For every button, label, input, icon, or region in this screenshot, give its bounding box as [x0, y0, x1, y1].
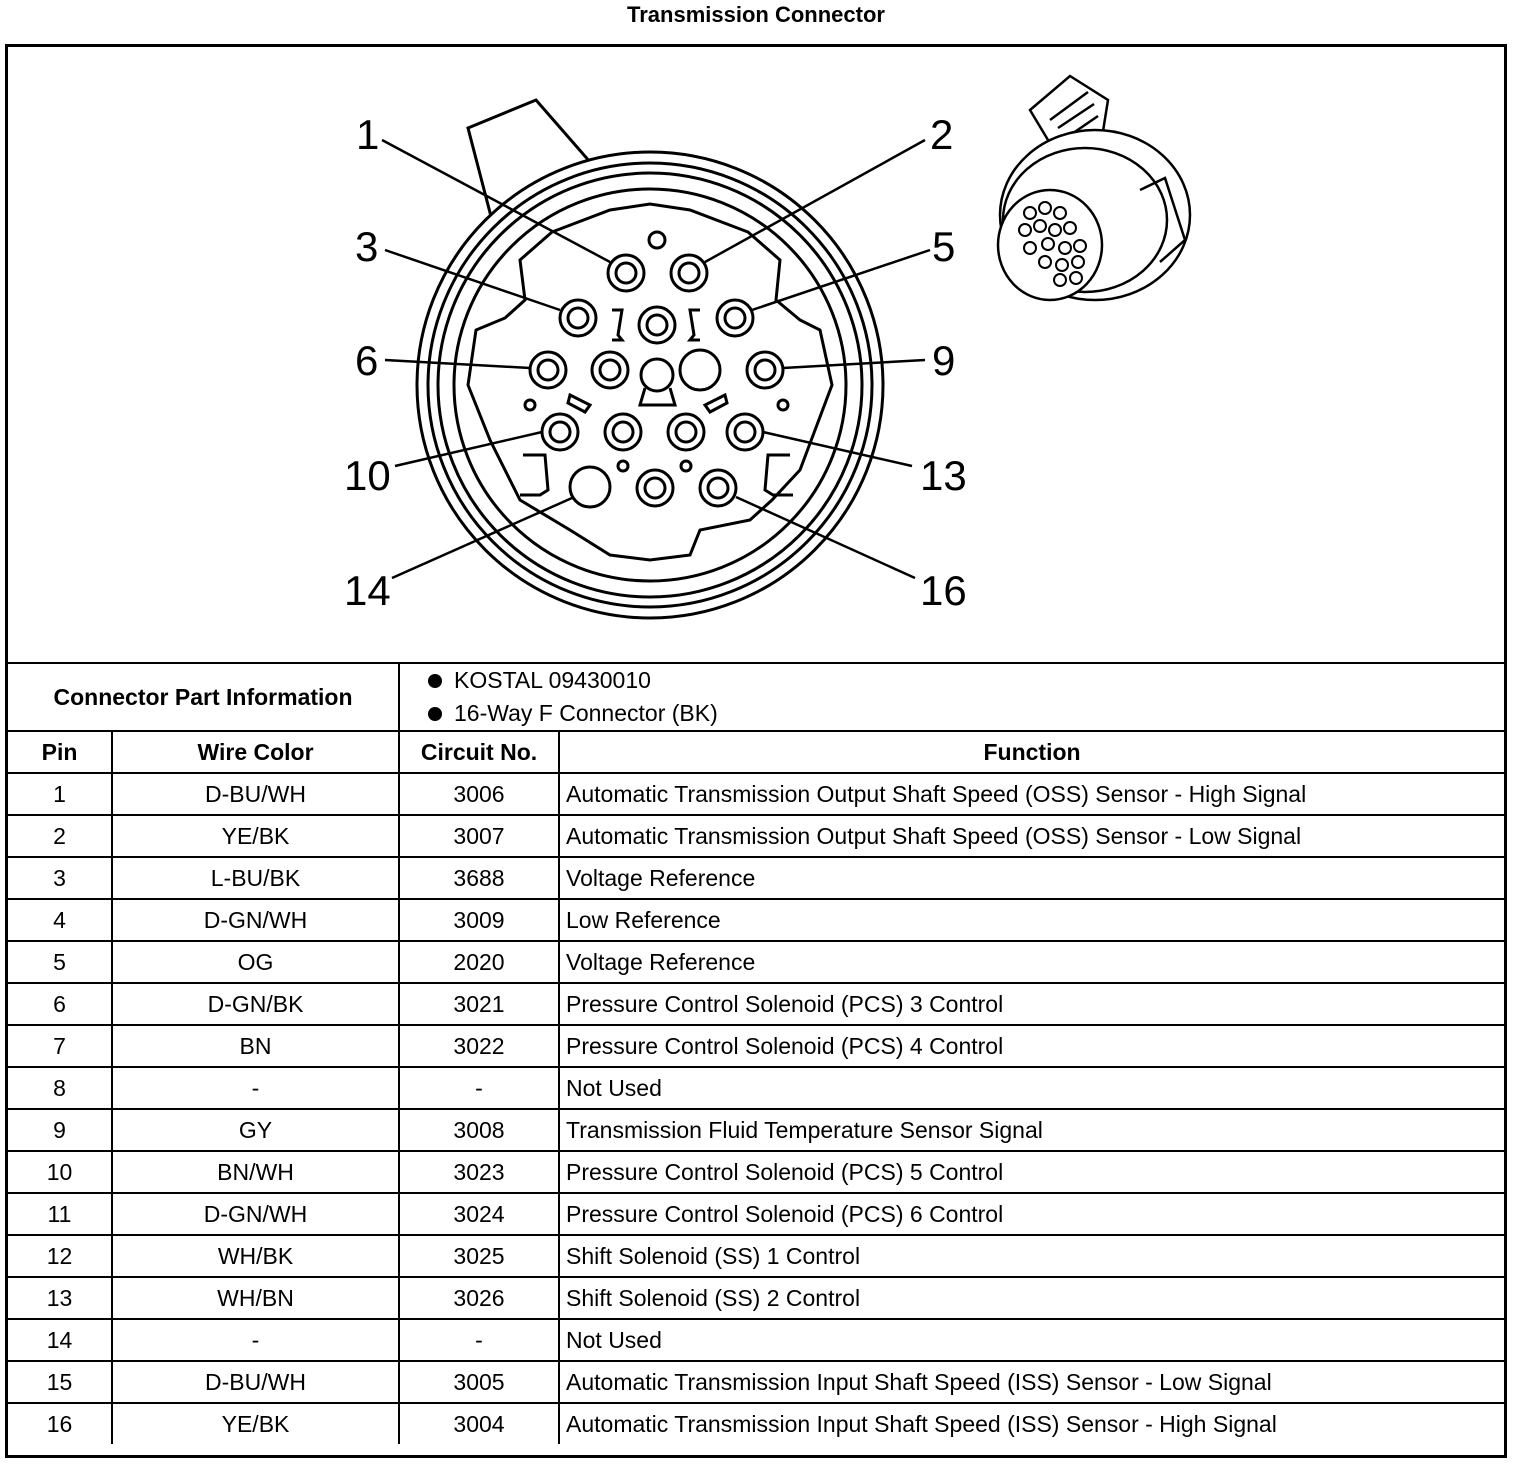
pin-13 [727, 414, 763, 450]
cell-circuit: 3021 [399, 983, 559, 1025]
callout-16: 16 [920, 567, 967, 614]
cell-circuit: 3005 [399, 1361, 559, 1403]
cell-function: Pressure Control Solenoid (PCS) 5 Control [559, 1151, 1504, 1193]
connector-face-svg [8, 47, 1504, 662]
cell-circuit: 3025 [399, 1235, 559, 1277]
pin-10 [542, 414, 578, 450]
cell-circuit: 3024 [399, 1193, 559, 1235]
pin-9 [747, 352, 783, 388]
table-row [8, 857, 1504, 899]
connector-diagram [8, 47, 1504, 662]
table-row [8, 1277, 1504, 1319]
cell-wire-color: WH/BK [112, 1235, 399, 1277]
cell-wire-color: D-GN/WH [112, 1193, 399, 1235]
pin-15 [637, 470, 673, 506]
cell-pin: 13 [8, 1277, 112, 1319]
cell-function: Not Used [559, 1067, 1504, 1109]
cell-circuit: 3004 [399, 1403, 559, 1444]
cell-pin: 14 [8, 1319, 112, 1361]
cell-function: Automatic Transmission Output Shaft Speed (OSS) Sensor - High Signal [559, 773, 1504, 815]
callout-13: 13 [920, 452, 967, 499]
cell-pin: 15 [8, 1361, 112, 1403]
cell-wire-color: D-BU/WH [112, 773, 399, 815]
cell-circuit: 3006 [399, 773, 559, 815]
cell-pin: 1 [8, 773, 112, 815]
cell-circuit: 3008 [399, 1109, 559, 1151]
cell-pin: 5 [8, 941, 112, 983]
cell-function: Pressure Control Solenoid (PCS) 6 Control [559, 1193, 1504, 1235]
cell-function: Automatic Transmission Output Shaft Speed (OSS) Sensor - Low Signal [559, 815, 1504, 857]
cell-circuit: 2020 [399, 941, 559, 983]
pin-4 [639, 307, 675, 343]
cell-pin: 3 [8, 857, 112, 899]
pin-1 [608, 255, 644, 291]
callout-9: 9 [932, 337, 956, 384]
cell-function: Shift Solenoid (SS) 2 Control [559, 1277, 1504, 1319]
cell-circuit: - [399, 1319, 559, 1361]
table-row [8, 983, 1504, 1025]
cell-function: Transmission Fluid Temperature Sensor Signal [559, 1109, 1504, 1151]
pin-5 [717, 300, 753, 336]
cell-function: Pressure Control Solenoid (PCS) 4 Control [559, 1025, 1504, 1067]
callout-14: 14 [344, 567, 391, 614]
pin-6 [530, 352, 566, 388]
cell-circuit: 3009 [399, 899, 559, 941]
cell-wire-color: OG [112, 941, 399, 983]
cell-pin: 6 [8, 983, 112, 1025]
cell-wire-color: WH/BN [112, 1277, 399, 1319]
pin-2 [671, 255, 707, 291]
cell-circuit: 3688 [399, 857, 559, 899]
cell-pin: 11 [8, 1193, 112, 1235]
pin-12 [668, 414, 704, 450]
cell-function: Shift Solenoid (SS) 1 Control [559, 1235, 1504, 1277]
callout-1: 1 [356, 111, 380, 158]
table-row [8, 1235, 1504, 1277]
header-circuit: Circuit No. [399, 731, 559, 773]
callout-6: 6 [355, 337, 379, 384]
table-row [8, 1109, 1504, 1151]
cell-wire-color: YE/BK [112, 815, 399, 857]
table-row [8, 773, 1504, 815]
pinout-table [8, 662, 1504, 1444]
table-row [8, 815, 1504, 857]
table-row [8, 1319, 1504, 1361]
cell-function: Automatic Transmission Input Shaft Speed (ISS) Sensor - High Signal [559, 1403, 1504, 1444]
header-pin: Pin [8, 731, 112, 773]
cell-wire-color: - [112, 1067, 399, 1109]
callout-2: 2 [930, 111, 954, 158]
pin-16 [700, 470, 736, 506]
page-title: Transmission Connector [627, 2, 885, 27]
cell-pin: 10 [8, 1151, 112, 1193]
cell-function: Pressure Control Solenoid (PCS) 3 Control [559, 983, 1504, 1025]
connector-illustration [998, 76, 1190, 300]
cell-pin: 12 [8, 1235, 112, 1277]
cell-circuit: 3026 [399, 1277, 559, 1319]
table-row [8, 1403, 1504, 1444]
pin-11 [605, 414, 641, 450]
cell-wire-color: YE/BK [112, 1403, 399, 1444]
cell-circuit: 3007 [399, 815, 559, 857]
cell-circuit: 3022 [399, 1025, 559, 1067]
cell-function: Not Used [559, 1319, 1504, 1361]
cell-circuit: 3023 [399, 1151, 559, 1193]
table-row [8, 1025, 1504, 1067]
cell-wire-color: GY [112, 1109, 399, 1151]
cell-wire-color: D-GN/BK [112, 983, 399, 1025]
bullet-icon [428, 674, 442, 688]
table-row [8, 1067, 1504, 1109]
cell-function: Low Reference [559, 899, 1504, 941]
part-info-label: Connector Part Information [8, 663, 399, 731]
header-wire-color: Wire Color [112, 731, 399, 773]
cell-pin: 8 [8, 1067, 112, 1109]
table-row [8, 899, 1504, 941]
cell-wire-color: BN [112, 1025, 399, 1067]
cell-wire-color: BN/WH [112, 1151, 399, 1193]
cell-pin: 9 [8, 1109, 112, 1151]
cell-wire-color: - [112, 1319, 399, 1361]
cell-function: Voltage Reference [559, 941, 1504, 983]
cell-pin: 7 [8, 1025, 112, 1067]
table-row [8, 1361, 1504, 1403]
part-info-item: KOSTAL 09430010 [424, 664, 1498, 697]
pin-3 [560, 300, 596, 336]
callout-5: 5 [932, 223, 956, 270]
cell-wire-color: L-BU/BK [112, 857, 399, 899]
cell-function: Automatic Transmission Input Shaft Speed (ISS) Sensor - Low Signal [559, 1361, 1504, 1403]
connector-outer-ring [417, 152, 883, 618]
cell-pin: 16 [8, 1403, 112, 1444]
bullet-icon [428, 707, 442, 721]
header-function: Function [559, 731, 1504, 773]
part-info-row [8, 663, 1504, 731]
connector-frame [5, 44, 1507, 1458]
table-header-row [8, 731, 1504, 773]
cell-function: Voltage Reference [559, 857, 1504, 899]
cell-wire-color: D-GN/WH [112, 899, 399, 941]
cell-pin: 2 [8, 815, 112, 857]
pin-7 [592, 352, 628, 388]
callout-10: 10 [344, 452, 391, 499]
part-info-values [399, 663, 1504, 731]
cell-pin: 4 [8, 899, 112, 941]
callout-3: 3 [355, 223, 379, 270]
cell-circuit: - [399, 1067, 559, 1109]
pin-rows [8, 773, 1504, 1444]
cell-wire-color: D-BU/WH [112, 1361, 399, 1403]
table-row [8, 1151, 1504, 1193]
table-row [8, 941, 1504, 983]
table-row [8, 1193, 1504, 1235]
part-info-item: 16-Way F Connector (BK) [424, 697, 1498, 730]
